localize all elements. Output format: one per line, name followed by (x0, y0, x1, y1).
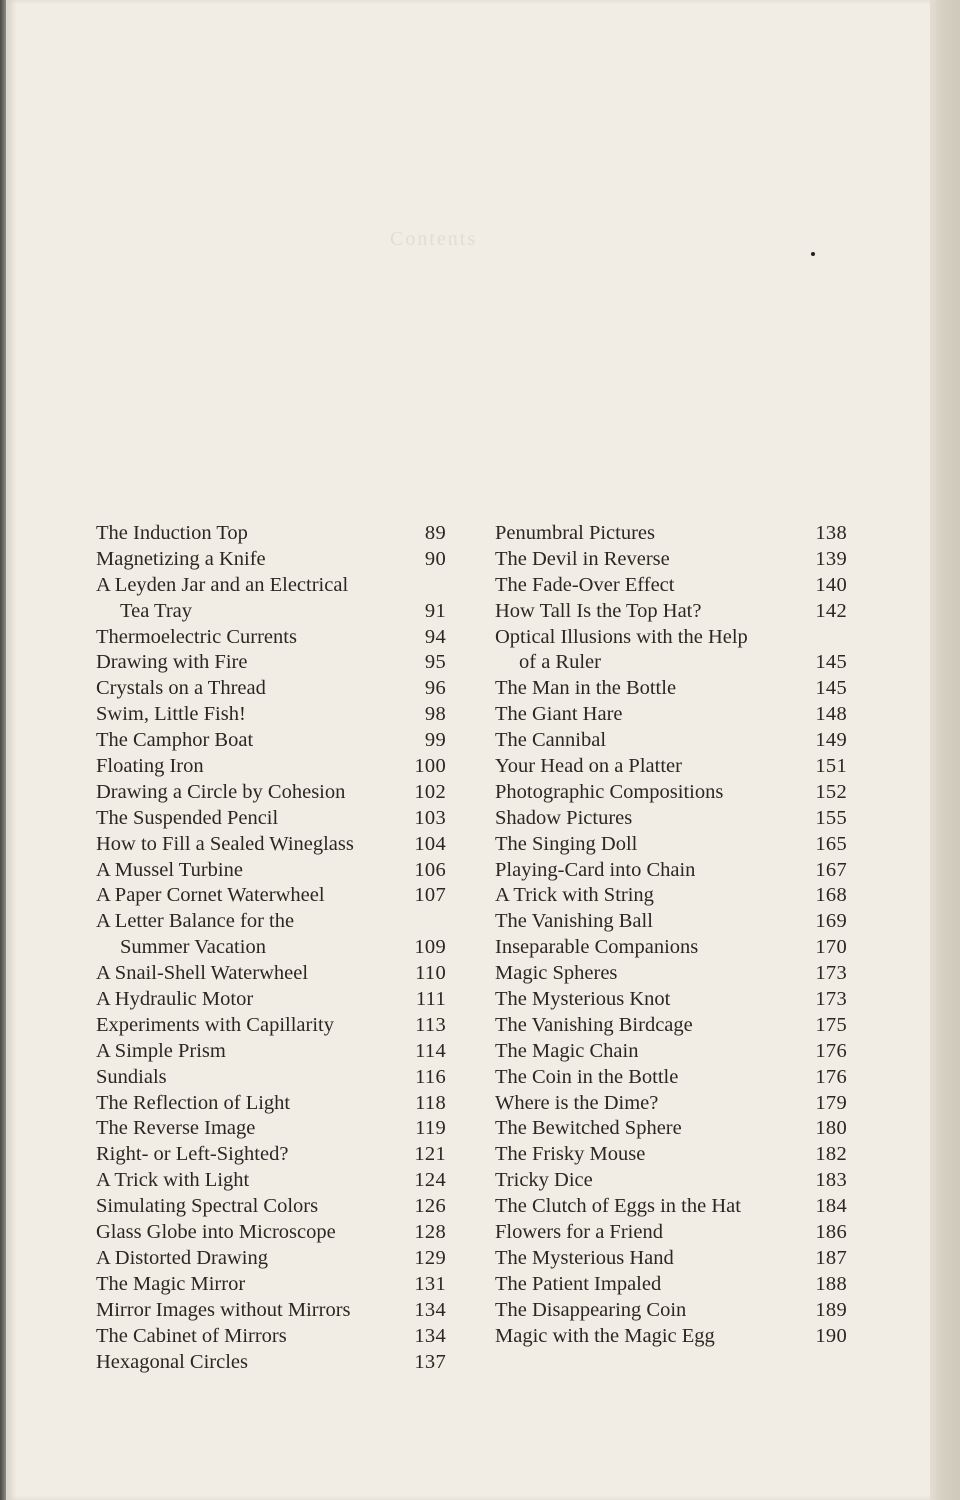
toc-entry-page-number: 104 (414, 832, 446, 855)
toc-entry (96, 806, 446, 832)
toc-entry-title: Penumbral Pictures (495, 522, 655, 544)
toc-entry-title: The Magic Chain (495, 1039, 639, 1062)
toc-entry (96, 1246, 446, 1272)
toc-entry-page-number: 176 (815, 1065, 847, 1088)
toc-entry-page-number: 184 (815, 1195, 847, 1218)
toc-entry-title: How to Fill a Sealed Wineglass (96, 832, 354, 855)
toc-entry (96, 935, 446, 961)
toc-entry (495, 1220, 847, 1246)
toc-entry-page-number: 168 (815, 884, 847, 907)
toc-entry (495, 1065, 847, 1091)
toc-entry-page-number: 142 (815, 599, 847, 622)
ink-speck (811, 252, 815, 256)
toc-entry (495, 1142, 847, 1168)
toc-entry (96, 521, 446, 547)
toc-entry (495, 599, 847, 625)
toc-entry (96, 573, 446, 599)
toc-entry (495, 1246, 847, 1272)
toc-entry-page-number: 182 (815, 1143, 847, 1166)
toc-entry-page-number: 186 (815, 1221, 847, 1244)
toc-entry (495, 961, 847, 987)
toc-entry-title: Playing-Card into Chain (495, 858, 696, 881)
toc-entry-page-number: 124 (414, 1169, 446, 1192)
toc-entry (96, 1013, 446, 1039)
toc-entry-title: A Snail-Shell Waterwheel (96, 962, 309, 985)
toc-entry-page-number: 96 (424, 677, 446, 700)
toc-entry-title: Drawing with Fire (96, 651, 248, 674)
toc-entry (96, 650, 446, 676)
toc-entry-page-number: 113 (415, 1013, 446, 1036)
toc-entry-title: Optical Illusions with the Help (495, 625, 748, 648)
toc-entry-page-number: 145 (815, 677, 847, 700)
toc-entry (495, 1324, 847, 1350)
toc-entry-title: Floating Iron (96, 755, 204, 778)
toc-entry-page-number: 165 (815, 832, 847, 855)
toc-entry-page-number: 121 (414, 1143, 446, 1166)
toc-entry (96, 1039, 446, 1065)
toc-entry-title: Glass Globe into Microscope (96, 1221, 336, 1244)
toc-entry-page-number: 183 (815, 1169, 847, 1192)
toc-entry-title: Magic Spheres (495, 962, 618, 985)
toc-entry-page-number: 134 (414, 1324, 446, 1347)
toc-entry (96, 1065, 446, 1091)
toc-entry (96, 909, 446, 935)
toc-entry-page-number: 151 (815, 755, 847, 778)
toc-entry-title: A Leyden Jar and an Electrical (96, 573, 349, 596)
toc-entry-page-number: 94 (424, 625, 446, 648)
toc-entry-page-number: 188 (815, 1272, 847, 1295)
toc-entry (96, 754, 446, 780)
toc-entry (495, 1039, 847, 1065)
toc-entry-title: A Letter Balance for the (96, 910, 295, 933)
toc-entry-page-number: 148 (815, 703, 847, 726)
toc-entry-title: Experiments with Capillarity (96, 1013, 334, 1036)
toc-entry-title: Right- or Left-Sighted? (96, 1143, 289, 1166)
toc-entry (96, 961, 446, 987)
toc-entry (96, 1220, 446, 1246)
toc-entry-title: Flowers for a Friend (495, 1221, 663, 1244)
toc-entry-title: How Tall Is the Top Hat? (495, 599, 702, 622)
toc-entry-title: The Fade-Over Effect (495, 573, 675, 596)
toc-entry-title: Photographic Compositions (495, 780, 724, 803)
toc-entry-page-number: 89 (424, 522, 446, 544)
toc-entry-title: Swim, Little Fish! (96, 703, 246, 726)
toc-entry-title: Tricky Dice (495, 1169, 593, 1192)
toc-entry-title: Inseparable Companions (495, 936, 699, 959)
toc-entry-page-number: 95 (424, 651, 446, 674)
toc-entry-title: The Frisky Mouse (495, 1143, 646, 1166)
toc-entry (96, 987, 446, 1013)
toc-entry (96, 1091, 446, 1117)
toc-entry (96, 1168, 446, 1194)
toc-entry-title: The Singing Doll (495, 832, 638, 855)
toc-entry (495, 1194, 847, 1220)
toc-entry-page-number: 170 (815, 936, 847, 959)
toc-entry-title: The Clutch of Eggs in the Hat (495, 1195, 741, 1218)
toc-entry-page-number: 106 (414, 858, 446, 881)
toc-entry-page-number: 91 (424, 599, 446, 622)
toc-entry-page-number: 189 (815, 1298, 847, 1321)
toc-entry-page-number: 173 (815, 988, 847, 1011)
toc-entry-page-number: 149 (815, 729, 847, 752)
toc-entry-title: A Trick with String (495, 884, 654, 907)
toc-entry (96, 1350, 446, 1376)
toc-entry-page-number: 110 (415, 962, 446, 985)
toc-entry (495, 883, 847, 909)
toc-entry-title: The Magic Mirror (96, 1272, 246, 1295)
toc-entry-title: Mirror Images without Mirrors (96, 1298, 351, 1321)
toc-entry (96, 599, 446, 625)
toc-entry-title: The Vanishing Ball (495, 910, 653, 933)
toc-entry-page-number: 134 (414, 1298, 446, 1321)
toc-entry (495, 858, 847, 884)
toc-entry (495, 625, 847, 651)
toc-entry-page-number: 99 (424, 729, 446, 752)
toc-entry (96, 858, 446, 884)
toc-entry-page-number: 173 (815, 962, 847, 985)
toc-entry-title: A Mussel Turbine (96, 858, 243, 881)
toc-entry (495, 832, 847, 858)
toc-entry (495, 987, 847, 1013)
toc-entry-page-number: 129 (414, 1246, 446, 1269)
toc-entry (495, 521, 847, 547)
toc-entry-title: Sundials (96, 1065, 167, 1088)
toc-entry-title: The Mysterious Knot (495, 988, 671, 1011)
toc-entry (96, 1194, 446, 1220)
toc-entry (495, 676, 847, 702)
toc-entry-page-number: 176 (815, 1039, 847, 1062)
toc-entry (495, 806, 847, 832)
toc-entry-page-number: 107 (414, 884, 446, 907)
toc-entry-title: The Suspended Pencil (96, 806, 279, 829)
toc-entry (96, 1298, 446, 1324)
toc-entry (495, 935, 847, 961)
toc-entry-title: The Devil in Reverse (495, 547, 670, 570)
toc-entry-title: A Hydraulic Motor (96, 988, 254, 1011)
toc-entry-title: The Cannibal (495, 729, 607, 752)
toc-entry-page-number: 114 (415, 1039, 446, 1062)
toc-entry-title: Crystals on a Thread (96, 677, 266, 700)
toc-entry-title: Where is the Dime? (495, 1091, 659, 1114)
toc-entry-title: Thermoelectric Currents (96, 625, 297, 648)
toc-entry-page-number: 175 (815, 1013, 847, 1036)
toc-left-column (96, 521, 446, 1375)
toc-entry (96, 676, 446, 702)
toc-entry-page-number: 180 (815, 1117, 847, 1140)
toc-entry (495, 702, 847, 728)
toc-entry (96, 780, 446, 806)
toc-entry-page-number: 167 (815, 858, 847, 881)
toc-entry-title: The Reverse Image (96, 1117, 256, 1140)
toc-entry-page-number: 138 (815, 522, 847, 544)
toc-entry-page-number: 137 (414, 1350, 446, 1373)
toc-entry (96, 883, 446, 909)
toc-entry-title: A Simple Prism (96, 1039, 226, 1062)
toc-entry-title: The Disappearing Coin (495, 1298, 687, 1321)
toc-entry-page-number: 111 (415, 988, 446, 1011)
toc-entry-page-number: 179 (815, 1091, 847, 1114)
toc-entry (96, 1116, 446, 1142)
toc-entry-page-number: 190 (815, 1324, 847, 1347)
toc-entry (495, 573, 847, 599)
toc-entry-title: The Camphor Boat (96, 729, 254, 752)
toc-entry-title: A Trick with Light (96, 1169, 250, 1192)
toc-entry-page-number: 140 (815, 573, 847, 596)
toc-entry-page-number: 169 (815, 910, 847, 933)
toc-entry-page-number: 145 (815, 651, 847, 674)
toc-entry-page-number: 109 (414, 936, 446, 959)
toc-entry (96, 547, 446, 573)
toc-entry-page-number: 103 (414, 806, 446, 829)
toc-entry (495, 1298, 847, 1324)
toc-entry-page-number: 100 (414, 755, 446, 778)
toc-entry (495, 650, 847, 676)
toc-entry-page-number: 90 (424, 547, 446, 570)
toc-entry (96, 1142, 446, 1168)
toc-entry-page-number: 126 (414, 1195, 446, 1218)
toc-entry-page-number: 139 (815, 547, 847, 570)
toc-right-column (495, 521, 847, 1350)
toc-entry-title: The Mysterious Hand (495, 1246, 674, 1269)
toc-entry-title: Magic with the Magic Egg (495, 1324, 715, 1347)
toc-entry-title: Shadow Pictures (495, 806, 633, 829)
toc-entry-page-number: 131 (414, 1272, 446, 1295)
toc-entry (495, 780, 847, 806)
toc-entry (495, 1013, 847, 1039)
toc-entry-title: Tea Tray (120, 599, 193, 622)
bleed-through-heading: Contents (390, 228, 478, 250)
toc-entry-page-number: 155 (815, 806, 847, 829)
toc-entry (495, 1116, 847, 1142)
toc-entry-title: The Giant Hare (495, 703, 623, 726)
toc-entry-title: The Vanishing Birdcage (495, 1013, 693, 1036)
toc-entry-page-number: 128 (414, 1221, 446, 1244)
toc-entry-title: The Man in the Bottle (495, 677, 677, 700)
toc-entry-title: The Reflection of Light (96, 1091, 291, 1114)
toc-entry-title: of a Ruler (519, 651, 601, 674)
toc-entry (495, 547, 847, 573)
toc-entry-title: Summer Vacation (120, 936, 266, 959)
page-edge (930, 0, 960, 1500)
toc-entry-title: Your Head on a Platter (495, 755, 682, 778)
toc-entry-title: The Coin in the Bottle (495, 1065, 679, 1088)
toc-entry-page-number: 187 (815, 1246, 847, 1269)
toc-entry (96, 1324, 446, 1350)
toc-entry-title: The Induction Top (96, 522, 248, 544)
toc-entry (96, 625, 446, 651)
toc-entry-title: A Paper Cornet Waterwheel (96, 884, 325, 907)
toc-entry-title: The Bewitched Sphere (495, 1117, 682, 1140)
toc-entry (96, 1272, 446, 1298)
toc-entry-page-number: 152 (815, 780, 847, 803)
toc-entry (495, 728, 847, 754)
toc-entry (96, 702, 446, 728)
toc-entry-page-number: 119 (415, 1117, 446, 1140)
toc-entry-title: The Patient Impaled (495, 1272, 662, 1295)
toc-entry (495, 1091, 847, 1117)
toc-entry-title: Drawing a Circle by Cohesion (96, 780, 346, 803)
toc-entry-page-number: 102 (414, 780, 446, 803)
toc-entry-title: Hexagonal Circles (96, 1350, 248, 1373)
toc-entry (96, 728, 446, 754)
toc-entry-page-number: 118 (415, 1091, 446, 1114)
toc-entry-title: The Cabinet of Mirrors (96, 1324, 287, 1347)
toc-entry (96, 832, 446, 858)
toc-entry-title: A Distorted Drawing (96, 1246, 268, 1269)
toc-entry-title: Simulating Spectral Colors (96, 1195, 319, 1218)
toc-entry (495, 1272, 847, 1298)
toc-entry-title: Magnetizing a Knife (96, 547, 266, 570)
toc-entry (495, 909, 847, 935)
toc-entry-page-number: 116 (415, 1065, 446, 1088)
toc-entry (495, 1168, 847, 1194)
toc-entry-page-number: 98 (424, 703, 446, 726)
toc-entry (495, 754, 847, 780)
